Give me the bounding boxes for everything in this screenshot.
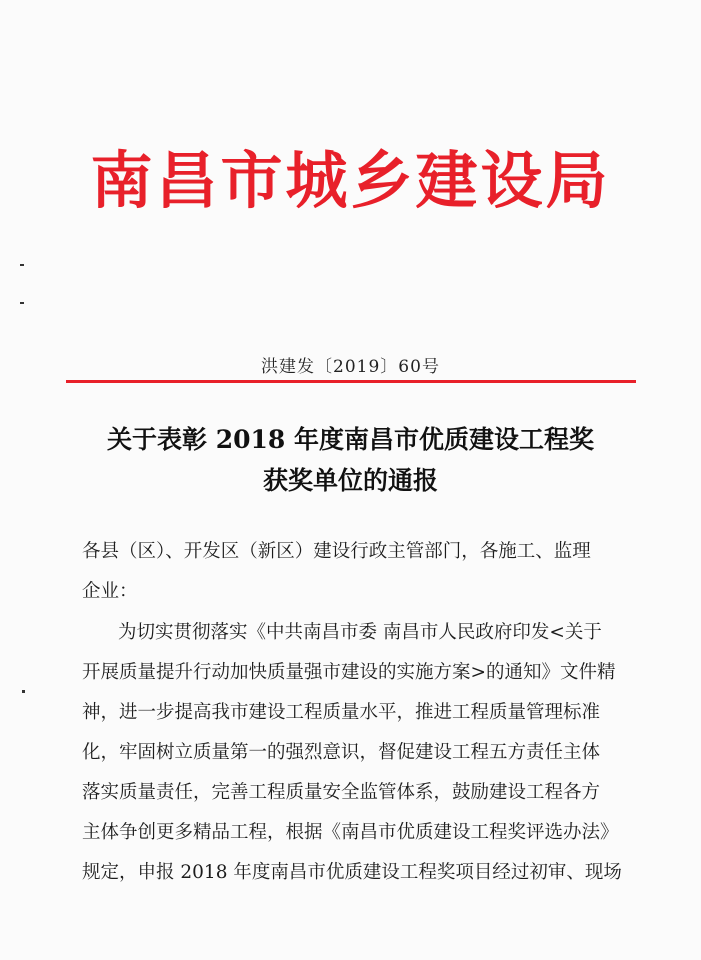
body-line: 规定，申报 2018 年度南昌市优质建设工程奖项目经过初审、现场: [82, 862, 622, 883]
notice-title-line-1: 关于表彰 2018 年度南昌市优质建设工程奖: [107, 425, 594, 454]
agency-masthead: 南昌市城乡建设局: [90, 144, 611, 217]
body-line: 主体争创更多精品工程，根据《南昌市优质建设工程奖评选办法》: [82, 822, 619, 843]
margin-mark: [20, 264, 24, 266]
body-line: 神，进一步提高我市建设工程质量水平，推进工程质量管理标准: [82, 702, 601, 723]
margin-mark: [22, 690, 25, 693]
body-line: 各县（区）、开发区（新区）建设行政主管部门，各施工、监理: [82, 541, 591, 562]
margin-mark: [20, 302, 24, 304]
body-line: 落实质量责任，完善工程质量安全监管体系，鼓励建设工程各方: [82, 782, 601, 803]
red-divider-line: [66, 380, 636, 383]
body-line: 企业：: [82, 581, 138, 602]
notice-title-line-2: 获奖单位的通报: [262, 466, 438, 495]
document-number: 洪建发〔2019〕60号: [261, 357, 440, 377]
body-line: 开展质量提升行动加快质量强市建设的实施方案>的通知》文件精: [82, 662, 616, 683]
body-line: 化，牢固树立质量第一的强烈意识，督促建设工程五方责任主体: [82, 742, 601, 763]
body-line: 为切实贯彻落实《中共南昌市委 南昌市人民政府印发<关于: [118, 622, 602, 643]
